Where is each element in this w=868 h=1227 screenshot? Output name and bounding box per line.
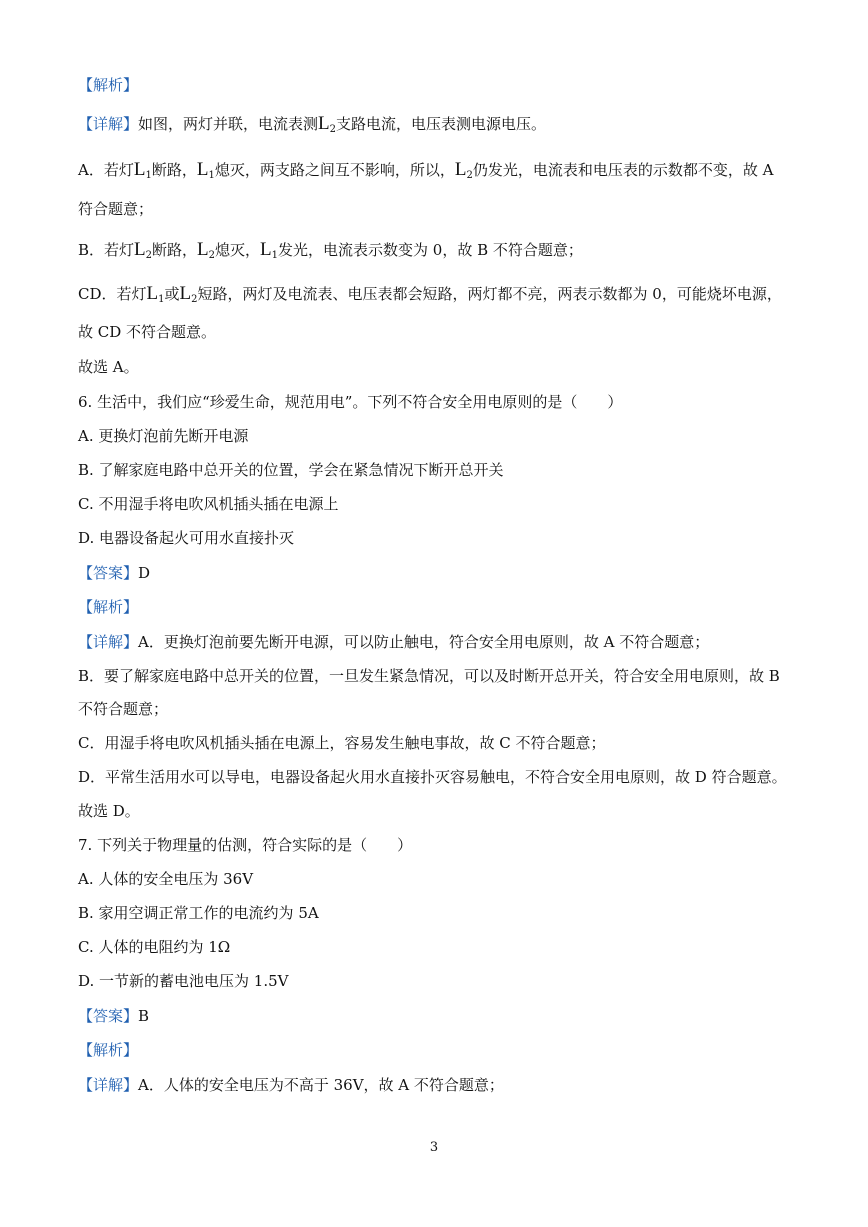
- q5-subscript: 1: [271, 250, 279, 261]
- q5-analysis-label: 【解析】: [78, 76, 139, 94]
- q7-analysis-label: 【解析】: [78, 1041, 139, 1059]
- q5-a-mid2: 熄灭，两支路之间互不影响，所以，: [214, 161, 455, 179]
- q5-symbol-l: L: [133, 159, 146, 180]
- q5-detail-label: 【详解】: [78, 115, 139, 133]
- q7-detail-label: 【详解】: [78, 1076, 139, 1094]
- q5-subscript: 1: [145, 170, 152, 181]
- q6-detail-a-text: A．更换灯泡前要先断开电源，可以防止触电，符合安全用电原则，故 A 不符合题意；: [138, 633, 710, 651]
- q6-option-b: B. 了解家庭电路中总开关的位置，学会在紧急情况下断开总开关: [78, 461, 504, 479]
- q6-detail-b-line-1: B．要了解家庭电路中总开关的位置，一旦发生紧急情况，可以及时断开总开关，符合安全用电原则，故 B: [78, 667, 780, 685]
- q6-option-d: D. 电器设备起火可用水直接扑灭: [78, 529, 295, 547]
- q5-a-mid1: 断路，: [151, 161, 197, 179]
- q7-detail-a-text: A．人体的安全电压为不高于 36V，故 A 不符合题意；: [138, 1076, 504, 1094]
- q5-symbol-l: L: [260, 239, 272, 260]
- q5-subscript: 1: [158, 294, 165, 305]
- q7-option-a: A. 人体的安全电压为 36V: [78, 870, 254, 888]
- q5-option-cd-line-2: 故 CD 不符合题意。: [78, 323, 217, 341]
- q5-a-prefix: A．若灯: [78, 161, 134, 179]
- q7-answer-label: 【答案】: [78, 1007, 139, 1025]
- q5-subscript: 2: [145, 250, 153, 261]
- q7-option-c: C. 人体的电阻约为 1Ω: [78, 938, 231, 956]
- q5-b-mid3: 发光，电流表示数变为 0，故 B 不符合题意；: [278, 241, 583, 259]
- page-number: 3: [429, 1140, 439, 1155]
- q6-detail-label: 【详解】: [78, 633, 139, 651]
- q5-symbol-l: L: [179, 283, 192, 304]
- q5-subscript: 2: [329, 124, 337, 135]
- q5-cd-prefix: CD．若灯: [78, 285, 147, 303]
- q5-detail-text-a: 如图，两灯并联，电流表测: [138, 115, 319, 133]
- q5-option-cd-line-1: [78, 284, 782, 304]
- q5-symbol-l: L: [197, 239, 209, 260]
- q6-conclusion: 故选 D。: [78, 802, 140, 820]
- q7-option-d: D. 一节新的蓄电池电压为 1.5V: [78, 972, 289, 990]
- q6-option-c: C. 不用湿手将电吹风机插头插在电源上: [78, 495, 339, 513]
- q7-detail-a: [78, 1075, 504, 1095]
- q5-symbol-l: L: [318, 113, 330, 134]
- q6-answer-value: D: [138, 564, 151, 582]
- q7-question: 7. 下列关于物理量的估测，符合实际的是（ ）: [78, 836, 413, 854]
- q5-a-mid3: 仍发光，电流表和电压表的示数都不变，故 A: [472, 161, 774, 179]
- q5-symbol-l: L: [134, 239, 146, 260]
- q6-question: 6. 生活中，我们应“珍爱生命，规范用电”。下列不符合安全用电原则的是（ ）: [78, 393, 623, 411]
- q6-detail-d: D．平常生活用水可以导电，电器设备起火用水直接扑灭容易触电，不符合安全用电原则，故 D 符合题意。: [78, 768, 787, 786]
- q6-detail-c: C．用湿手将电吹风机插头插在电源上，容易发生触电事故，故 C 不符合题意；: [78, 734, 606, 752]
- q5-option-a-line-1: [78, 160, 773, 180]
- q5-option-b: [78, 240, 583, 260]
- q5-cd-mid1: 或: [164, 285, 180, 303]
- q7-answer-value: B: [138, 1007, 150, 1025]
- q6-option-a: A. 更换灯泡前先断开电源: [78, 427, 249, 445]
- q5-cd-mid2: 短路，两灯及电流表、电压表都会短路，两灯都不亮，两表示数都为 0，可能烧坏电源，: [197, 285, 782, 303]
- q6-detail-a: [78, 632, 709, 652]
- q6-detail-b-line-2: 不符合题意；: [78, 700, 169, 718]
- q6-answer: [78, 563, 150, 583]
- q7-option-b: B. 家用空调正常工作的电流约为 5A: [78, 904, 319, 922]
- q6-answer-label: 【答案】: [78, 564, 139, 582]
- q5-b-prefix: B．若灯: [78, 241, 135, 259]
- q5-detail-text-b: 支路电流，电压表测电源电压。: [336, 115, 547, 133]
- q5-subscript: 1: [208, 170, 215, 181]
- q5-symbol-l: L: [196, 159, 209, 180]
- q5-b-mid2: 熄灭，: [215, 241, 261, 259]
- q5-conclusion: 故选 A。: [78, 358, 139, 376]
- q7-answer: [78, 1006, 149, 1026]
- q5-option-a-line-2: 符合题意；: [78, 200, 154, 218]
- q5-subscript: 2: [208, 250, 216, 261]
- q5-symbol-l: L: [146, 283, 159, 304]
- q5-detail: [78, 114, 546, 134]
- q5-symbol-l: L: [454, 159, 467, 180]
- q6-analysis-label: 【解析】: [78, 598, 139, 616]
- q5-b-mid1: 断路，: [152, 241, 198, 259]
- q5-subscript: 2: [466, 170, 473, 181]
- q5-subscript: 2: [191, 294, 198, 305]
